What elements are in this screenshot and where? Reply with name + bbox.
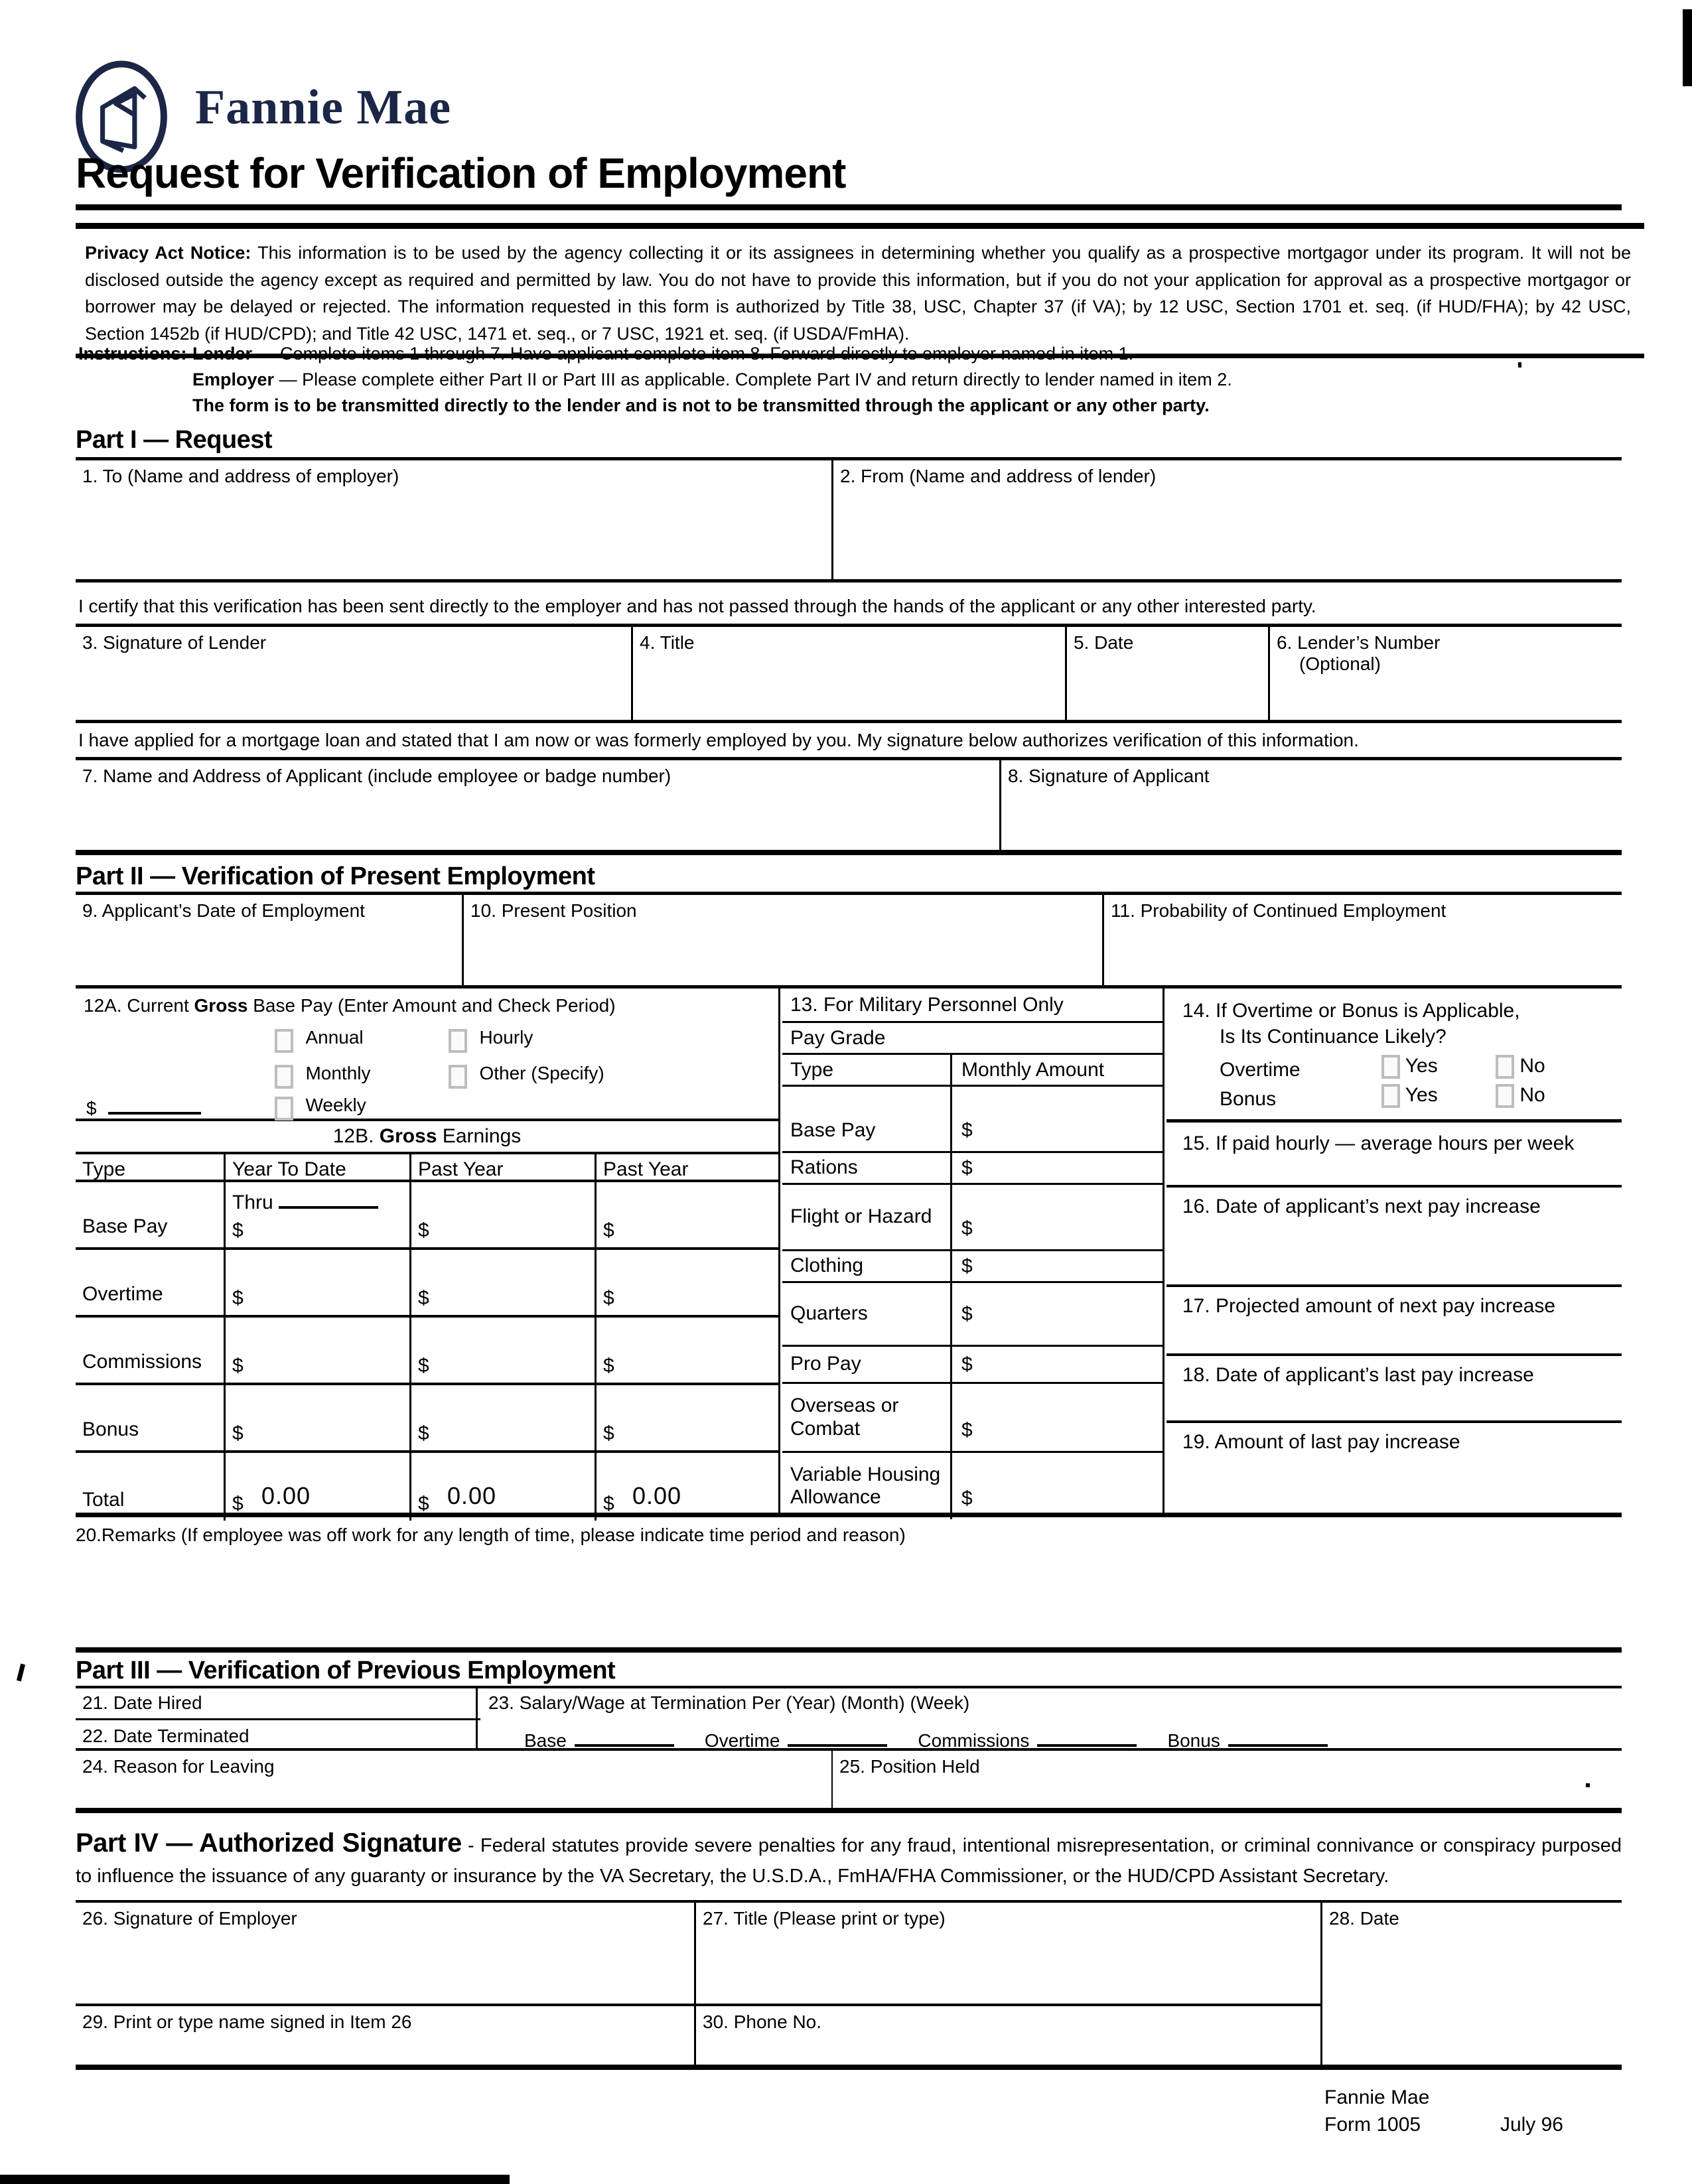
field-to-employer[interactable]: 1. To (Name and address of employer) (82, 466, 399, 486)
part3-top-rule (76, 1647, 1622, 1653)
cell-military-quarters[interactable]: $ (950, 1283, 1163, 1345)
checkbox-bonus-yes[interactable] (1381, 1084, 1400, 1108)
field-print-name[interactable]: 29. Print or type name signed in Item 26 (82, 2012, 412, 2032)
footer-form-date: July 96 (1500, 2113, 1563, 2136)
checkbox-monthly[interactable] (275, 1065, 293, 1089)
cell-bonus-ytd[interactable]: $ (224, 1385, 409, 1450)
part3-title: Part III — Verification of Previous Employment (76, 1657, 616, 1684)
total-past-year-1-value: 0.00 (447, 1482, 497, 1509)
military-row-clothing: Clothing $ (782, 1251, 1163, 1283)
field-employer-title[interactable]: 27. Title (Please print or type) (703, 1908, 946, 1929)
scan-artifact-top-right (1683, 9, 1692, 86)
instructions-label: Instructions: (78, 344, 187, 364)
military-row-flight-hazard: Flight or Hazard $ (782, 1185, 1163, 1251)
col-header-past-year-1: Past Year (409, 1154, 595, 1180)
instruction-note: The form is to be transmitted directly to the lender and is not to be transmitted through the applicant or any other party. (192, 395, 1210, 416)
cell-total-past-year-1: $ 0.00 (409, 1453, 595, 1521)
field-signature-of-lender[interactable]: 3. Signature of Lender (82, 632, 267, 653)
military-row-variable-housing: Variable Housing Allowance $ (782, 1453, 1163, 1519)
field-date[interactable]: 5. Date (1074, 632, 1134, 653)
cell-total-ytd: $ 0.00 (224, 1453, 409, 1521)
checkbox-bonus-no[interactable] (1496, 1084, 1514, 1108)
cell-military-flight-hazard[interactable]: $ (950, 1185, 1163, 1249)
gross-pay-column (76, 989, 780, 1513)
part4-heading-block (76, 1824, 1622, 1890)
cell-commissions-past-year-1[interactable]: $ (409, 1318, 595, 1383)
pay-details-column (1166, 989, 1622, 1513)
instructions-block (78, 341, 1578, 419)
form-footer (1324, 2084, 1603, 2138)
checkbox-other[interactable] (449, 1065, 467, 1089)
checkbox-overtime-no[interactable] (1496, 1055, 1514, 1079)
termination-overtime-blank[interactable] (788, 1724, 887, 1747)
field-probability-continued-employment[interactable]: 11. Probability of Continued Employment (1111, 900, 1446, 921)
privacy-act-notice (76, 223, 1644, 358)
section-12b-title: 12B. Gross Earnings (332, 1125, 522, 1147)
col-header-type: Type (82, 1158, 126, 1180)
privacy-label: Privacy Act Notice: (85, 243, 251, 263)
cell-military-clothing[interactable]: $ (950, 1251, 1163, 1281)
instruction-employer: Employer — Please complete either Part II or Part III as applicable. Complete Part IV and return directly to lender named in item 2. (192, 370, 1232, 390)
cell-base-pay-past-year-2[interactable]: $ (595, 1182, 778, 1247)
military-row-overseas-combat: Overseas or Combat $ (782, 1384, 1163, 1453)
row-items-21-23 (76, 1688, 1622, 1751)
field-title[interactable]: 4. Title (640, 632, 695, 653)
footer-form-number: Form 1005 (1324, 2113, 1421, 2136)
termination-commissions-blank[interactable] (1037, 1724, 1137, 1747)
part4-title: Part IV — Authorized Signature (76, 1828, 462, 1858)
termination-bonus-blank[interactable] (1228, 1724, 1328, 1747)
field-last-pay-increase-date[interactable]: 18. Date of applicant’s last pay increase (1166, 1356, 1622, 1423)
form-title: Request for Verification of Employment (76, 149, 846, 197)
col-header-past-year-2: Past Year (595, 1154, 778, 1180)
cell-commissions-past-year-2[interactable]: $ (595, 1318, 778, 1383)
field-date-hired[interactable]: 21. Date Hired (82, 1692, 202, 1713)
field-signature-of-applicant[interactable]: 8. Signature of Applicant (1008, 766, 1210, 786)
cell-overtime-past-year-2[interactable]: $ (595, 1250, 778, 1315)
privacy-text: This information is to be used by the agency collecting it or its assignees in determining whether you qualify as a prospective mortgagor under its program. It will not be disclosed outside the agency except as required and permitted by law. You do not have to provide this information, but if you do not your application for approval as a prospective mortgagor or borrower may be delayed or rejected. The information requested in this form is authorized by Title 38, USC, Chapter 37 (if VA); by 12 USC, Section 1701 et. seq. (if HUD/FHA); by 42 USC, Section 1452b (if HUD/CPD); and Title 42 USC, 1471 et. seq., or 7 USC, 1921 et. seq. (if USDA/FmHA). (85, 243, 1631, 344)
military-title: 13. For Military Personnel Only (782, 989, 1163, 1023)
field-next-pay-increase-date[interactable]: 16. Date of applicant’s next pay increase (1166, 1188, 1622, 1287)
field-salary-at-termination: 23. Salary/Wage at Termination Per (Year) (Month) (Week) Base Overtime Commissions Bonus (478, 1688, 1622, 1748)
checkbox-overtime-yes[interactable] (1381, 1055, 1400, 1079)
earnings-row-overtime: Overtime $ $ $ (76, 1250, 778, 1318)
field-projected-next-pay-increase[interactable]: 17. Projected amount of next pay increase (1166, 1287, 1622, 1356)
col-header-year-to-date: Year To Date (224, 1154, 409, 1180)
cell-military-overseas-combat[interactable]: $ (950, 1384, 1163, 1451)
brand-wordmark: Fannie Mae (195, 80, 452, 135)
military-column (782, 989, 1164, 1513)
field-overtime-bonus-continuance: 14. If Overtime or Bonus is Applicable, Is Its Continuance Likely? Overtime Yes No Bonus Yes No (1166, 989, 1622, 1123)
cell-overtime-ytd[interactable]: $ (224, 1250, 409, 1315)
field-phone-no[interactable]: 30. Phone No. (703, 2012, 822, 2032)
thru-date-blank[interactable] (279, 1186, 378, 1209)
field-date-terminated[interactable]: 22. Date Terminated (82, 1726, 249, 1746)
earnings-row-total: Total $ 0.00 $ 0.00 $ 0.00 (76, 1453, 778, 1521)
total-ytd-value: 0.00 (261, 1482, 311, 1509)
cell-base-pay-past-year-1[interactable]: $ (409, 1182, 595, 1247)
field-employer-date[interactable]: 28. Date (1329, 1908, 1399, 1929)
field-applicant-name-address[interactable]: 7. Name and Address of Applicant (include employee or badge number) (82, 766, 671, 786)
military-row-quarters: Quarters $ (782, 1283, 1163, 1347)
total-past-year-2-value: 0.00 (632, 1482, 682, 1509)
part2-title: Part II — Verification of Present Employment (76, 862, 595, 890)
cell-military-rations[interactable]: $ (950, 1153, 1163, 1183)
termination-base-blank[interactable] (575, 1724, 674, 1747)
cell-commissions-ytd[interactable]: $ (224, 1318, 409, 1383)
field-reason-for-leaving[interactable]: 24. Reason for Leaving (82, 1756, 275, 1777)
cell-military-pro-pay[interactable]: $ (950, 1347, 1163, 1382)
scan-artifact-bottom-left (0, 2175, 510, 2184)
part1-title: Part I — Request (76, 426, 273, 454)
checkbox-weekly[interactable] (275, 1097, 293, 1121)
checkbox-annual-label: Annual (305, 1027, 364, 1048)
part2-main-grid (76, 985, 1622, 1517)
military-row-base-pay: Base Pay $ (782, 1087, 1163, 1153)
instruction-lender: Lender — Complete items 1 through 7. Have applicant complete item 8. Forward directly to employer named in item 1. (192, 344, 1134, 364)
field-last-pay-increase-amount[interactable]: 19. Amount of last pay increase (1182, 1431, 1460, 1453)
part4-warning-text: - Federal statutes provide severe penalties for any fraud, intentional misrepresentation, or criminal connivance or conspiracy purposed to influence the issuance of any guaranty or insurance by the VA Secretary, the U.S.D.A., FmHA/FHA Commissioner, or the HUD/CPD Assistant Secretary. (76, 1835, 1622, 1887)
table-items-26-30 (76, 1903, 1622, 2070)
field-present-position[interactable]: 10. Present Position (470, 900, 637, 921)
military-row-rations: Rations $ (782, 1153, 1163, 1185)
row-items-9-11 (76, 895, 1622, 985)
military-row-pro-pay: Pro Pay $ (782, 1347, 1163, 1384)
field-position-held[interactable]: 25. Position Held (839, 1756, 980, 1777)
cell-bonus-past-year-2[interactable]: $ (595, 1385, 778, 1450)
cell-bonus-past-year-1[interactable]: $ (409, 1385, 595, 1450)
footer-brand: Fannie Mae (1324, 2086, 1430, 2108)
title-rule (76, 204, 1622, 210)
earnings-row-commissions: Commissions $ $ $ (76, 1318, 778, 1385)
certify-statement: I certify that this verification has been sent directly to the employer and has not passed through the hands of the applicant or any other interested party. (78, 596, 1316, 616)
scan-artifact-stray-mark (17, 1664, 25, 1682)
base-pay-amount-blank[interactable] (108, 1092, 201, 1115)
field-from-lender[interactable]: 2. From (Name and address of lender) (840, 466, 1157, 486)
earnings-row-base-pay: Base Pay Thru $ $ $ (76, 1182, 778, 1250)
field-pay-grade[interactable]: Pay Grade (782, 1023, 1163, 1055)
checkbox-other-label: Other (Specify) (479, 1063, 604, 1083)
field-average-hours-per-week[interactable]: 15. If paid hourly — average hours per week (1166, 1123, 1622, 1188)
gross-earnings-table (76, 1152, 778, 1521)
cell-base-pay-ytd[interactable]: Thru $ (224, 1182, 409, 1247)
applied-statement: I have applied for a mortgage loan and stated that I am now or was formerly employed by you. My signature below authorizes verification of this information. (78, 730, 1359, 750)
earnings-row-bonus: Bonus $ $ $ (76, 1385, 778, 1453)
checkbox-monthly-label: Monthly (305, 1063, 371, 1083)
cell-military-base-pay[interactable]: $ (950, 1087, 1163, 1151)
checkbox-weekly-label: Weekly (305, 1095, 366, 1115)
section-12a: 12A. Current Gross Base Pay (Enter Amount and Check Period) Annual Hourly Monthly Other (Specify) Weekly $ (76, 989, 778, 1121)
row-items-3-6 (76, 624, 1622, 723)
field-date-of-employment[interactable]: 9. Applicant’s Date of Employment (82, 900, 365, 921)
field-lenders-number[interactable]: 6. Lender’s Number (Optional) (1277, 632, 1441, 674)
row-items-7-8 (76, 757, 1622, 855)
checkbox-annual[interactable] (275, 1029, 293, 1053)
checkbox-hourly[interactable] (449, 1029, 467, 1053)
cell-military-variable-housing[interactable]: $ (950, 1453, 1163, 1519)
military-col-header-amount: Monthly Amount (950, 1055, 1163, 1085)
field-signature-of-employer[interactable]: 26. Signature of Employer (82, 1908, 297, 1929)
row-items-24-25 (76, 1751, 1622, 1813)
currency-symbol: $ (86, 1098, 97, 1119)
row-items-1-2 (76, 460, 1622, 582)
military-col-header-type: Type (790, 1058, 834, 1081)
checkbox-hourly-label: Hourly (479, 1027, 533, 1048)
field-remarks[interactable]: 20.Remarks (If employee was off work for any length of time, please indicate time period and reason) (76, 1525, 906, 1545)
cell-overtime-past-year-1[interactable]: $ (409, 1250, 595, 1315)
cell-total-past-year-2: $ 0.00 (595, 1453, 778, 1521)
